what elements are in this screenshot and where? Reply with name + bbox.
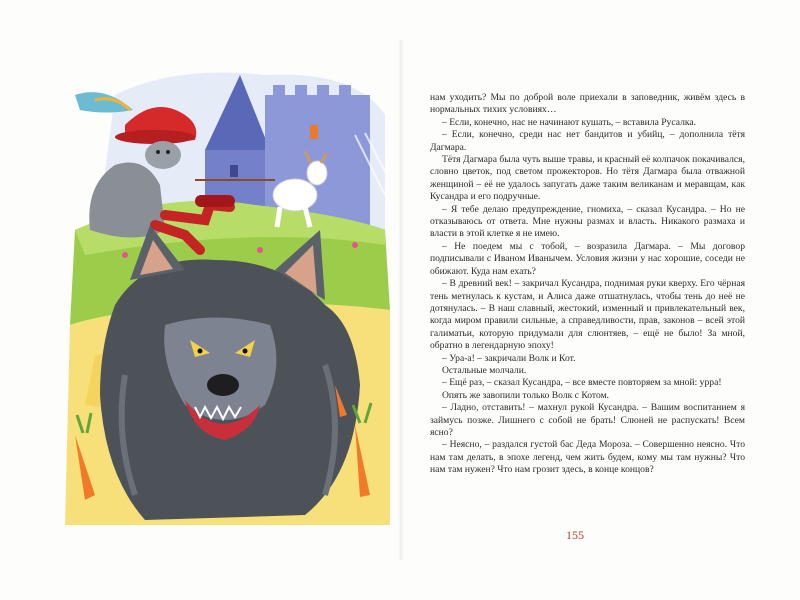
paragraph: Остальные молчали. <box>442 364 527 376</box>
paragraph: – Если, конечно, нас не начинают кушать, – вставила Русалка. <box>442 116 697 128</box>
page-number: 155 <box>566 528 584 542</box>
paragraph: – Ладно, отставить! – махнул рукой Кусандра. – Вашим воспитанием я займусь позже. Лишнего с собой не брать! Слюней не распускать! Всем ясно? <box>430 402 745 438</box>
paragraph: – Ура-а! – закричали Волк и Кот. <box>442 352 576 364</box>
page-fold <box>398 40 404 560</box>
paragraph: – Ещё раз, – сказал Кусандра, – все вместе повторяем за мной: урра! <box>442 377 722 389</box>
paragraph: – Не поедем мы с тобой, – возразила Дагмара. – Мы договор подписывали с Иваном Иванычем. Условия жизни у нас хорошие, соседи не обижают. Куда нам ехать? <box>430 240 745 277</box>
paragraph: нам уходить? Мы по доброй воле приехали в заповедник, живём здесь в нормальных тихих условиях… <box>430 92 745 116</box>
text-page <box>430 92 745 477</box>
paragraph: Тётя Дагмара была чуть выше травы, и красный её колпачок покачивался, словно цветок, под светом прожекторов. Но тётя Дагмара была отважной женщиной – её не удалось запугать даже таким великанам и меравщам, как Кусандра и его подручные. <box>430 154 745 203</box>
paragraph: – Неясно, – раздался густой бас Деда Мороза. – Совершенно неясно. Что нам там делать, в эпохе легенд, чем жить будем, кому мы там нужны? Что нам там нужен? Что нам грозит здесь, в конце концов? <box>430 439 745 476</box>
paragraph: – В древний век! – закричал Кусандра, поднимая руки кверху. Его чёрная тень метнулась к кустам, и Алиса даже отшатнулась, чтобы тень до неё не дотянулась. – В наш славный, жестокий, изменный и привлекательный век, когда миром правили сильные, а справедливости, прав, законов – всей этой галиматьи, которую придумали для слюнтяев, – ещё не было! За мной, обратно в легендарную эпоху! <box>430 278 745 352</box>
paragraph: – Если, конечно, среди нас нет бандитов и убийц, – дополнила тётя Дагмара. <box>430 129 745 153</box>
wolf-and-cat-illustration <box>55 55 395 530</box>
paragraph: Опять же завопили только Волк с Котом. <box>442 389 610 401</box>
paragraph: – Я тебе делаю предупреждение, гномиха, – сказал Кусандра. – Но не отказываюсь от ответа. Мне нужны размах и власть. Никакого размаха и власти в этой клетке я не имею. <box>430 203 745 240</box>
grey-wolf-icon <box>100 225 360 520</box>
